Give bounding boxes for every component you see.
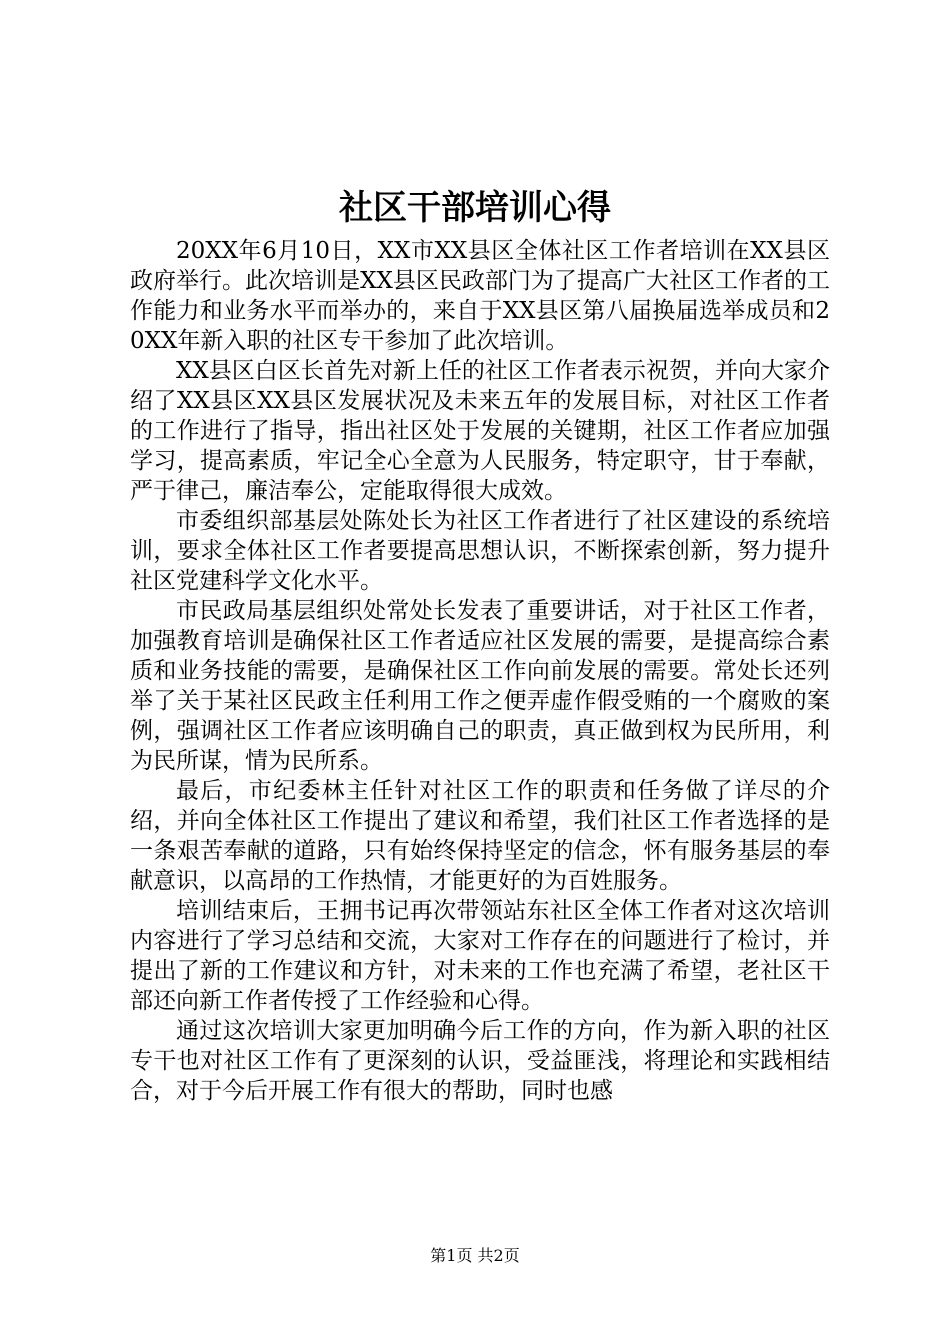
document-body: [130, 236, 830, 1106]
page-number-footer: 第1页 共2页: [430, 1246, 520, 1265]
paragraph-6: 培训结束后，王拥书记再次带领站东社区全体工作者对这次培训内容进行了学习总结和交流，大家对工作存在的问题进行了检讨，并提出了新的工作建议和方针，对未来的工作也充满了希望，老社区干部还向新工作者传授了工作经验和心得。: [130, 898, 830, 1014]
document-title: 社区干部培训心得: [339, 188, 611, 228]
paragraph-4: 市民政局基层组织处常处长发表了重要讲话，对于社区工作者，加强教育培训是确保社区工作者适应社区发展的需要，是提高综合素质和业务技能的需要，是确保社区工作向前发展的需要。常处长还列举了关于某社区民政主任利用工作之便弄虚作假受贿的一个腐败的案例，强调社区工作者应该明确自己的职责，真正做到权为民所用，利为民所谋，情为民所系。: [130, 598, 830, 774]
paragraph-5: 最后，市纪委林主任针对社区工作的职责和任务做了详尽的介绍，并向全体社区工作提出了建议和希望，我们社区工作者选择的是一条艰苦奉献的道路，只有始终保持坚定的信念，怀有服务基层的奉献意识，以高昂的工作热情，才能更好的为百姓服务。: [130, 778, 830, 894]
paragraph-3: 市委组织部基层处陈处长为社区工作者进行了社区建设的系统培训，要求全体社区工作者要提高思想认识，不断探索创新，努力提升社区党建科学文化水平。: [130, 508, 830, 594]
paragraph-2: XX县区白区长首先对新上任的社区工作者表示祝贺，并向大家介绍了XX县区XX县区发展状况及未来五年的发展目标，对社区工作者的工作进行了指导，指出社区处于发展的关键期，社区工作者应加强学习，提高素质，牢记全心全意为人民服务，特定职守，甘于奉献，严于律己，廉洁奉公，定能取得很大成效。: [130, 358, 830, 504]
paragraph-7: 通过这次培训大家更加明确今后工作的方向，作为新入职的社区专干也对社区工作有了更深刻的认识，受益匪浅，将理论和实践相结合，对于今后开展工作有很大的帮助，同时也感: [130, 1018, 830, 1104]
paragraph-1: 20XX年6月10日，XX市XX县区全体社区工作者培训在XX县区政府举行。此次培训是XX县区民政部门为了提高广大社区工作者的工作能力和业务水平而举办的，来自于XX县区第八届换届选举成员和20XX年新入职的社区专干参加了此次培训。: [130, 238, 830, 354]
